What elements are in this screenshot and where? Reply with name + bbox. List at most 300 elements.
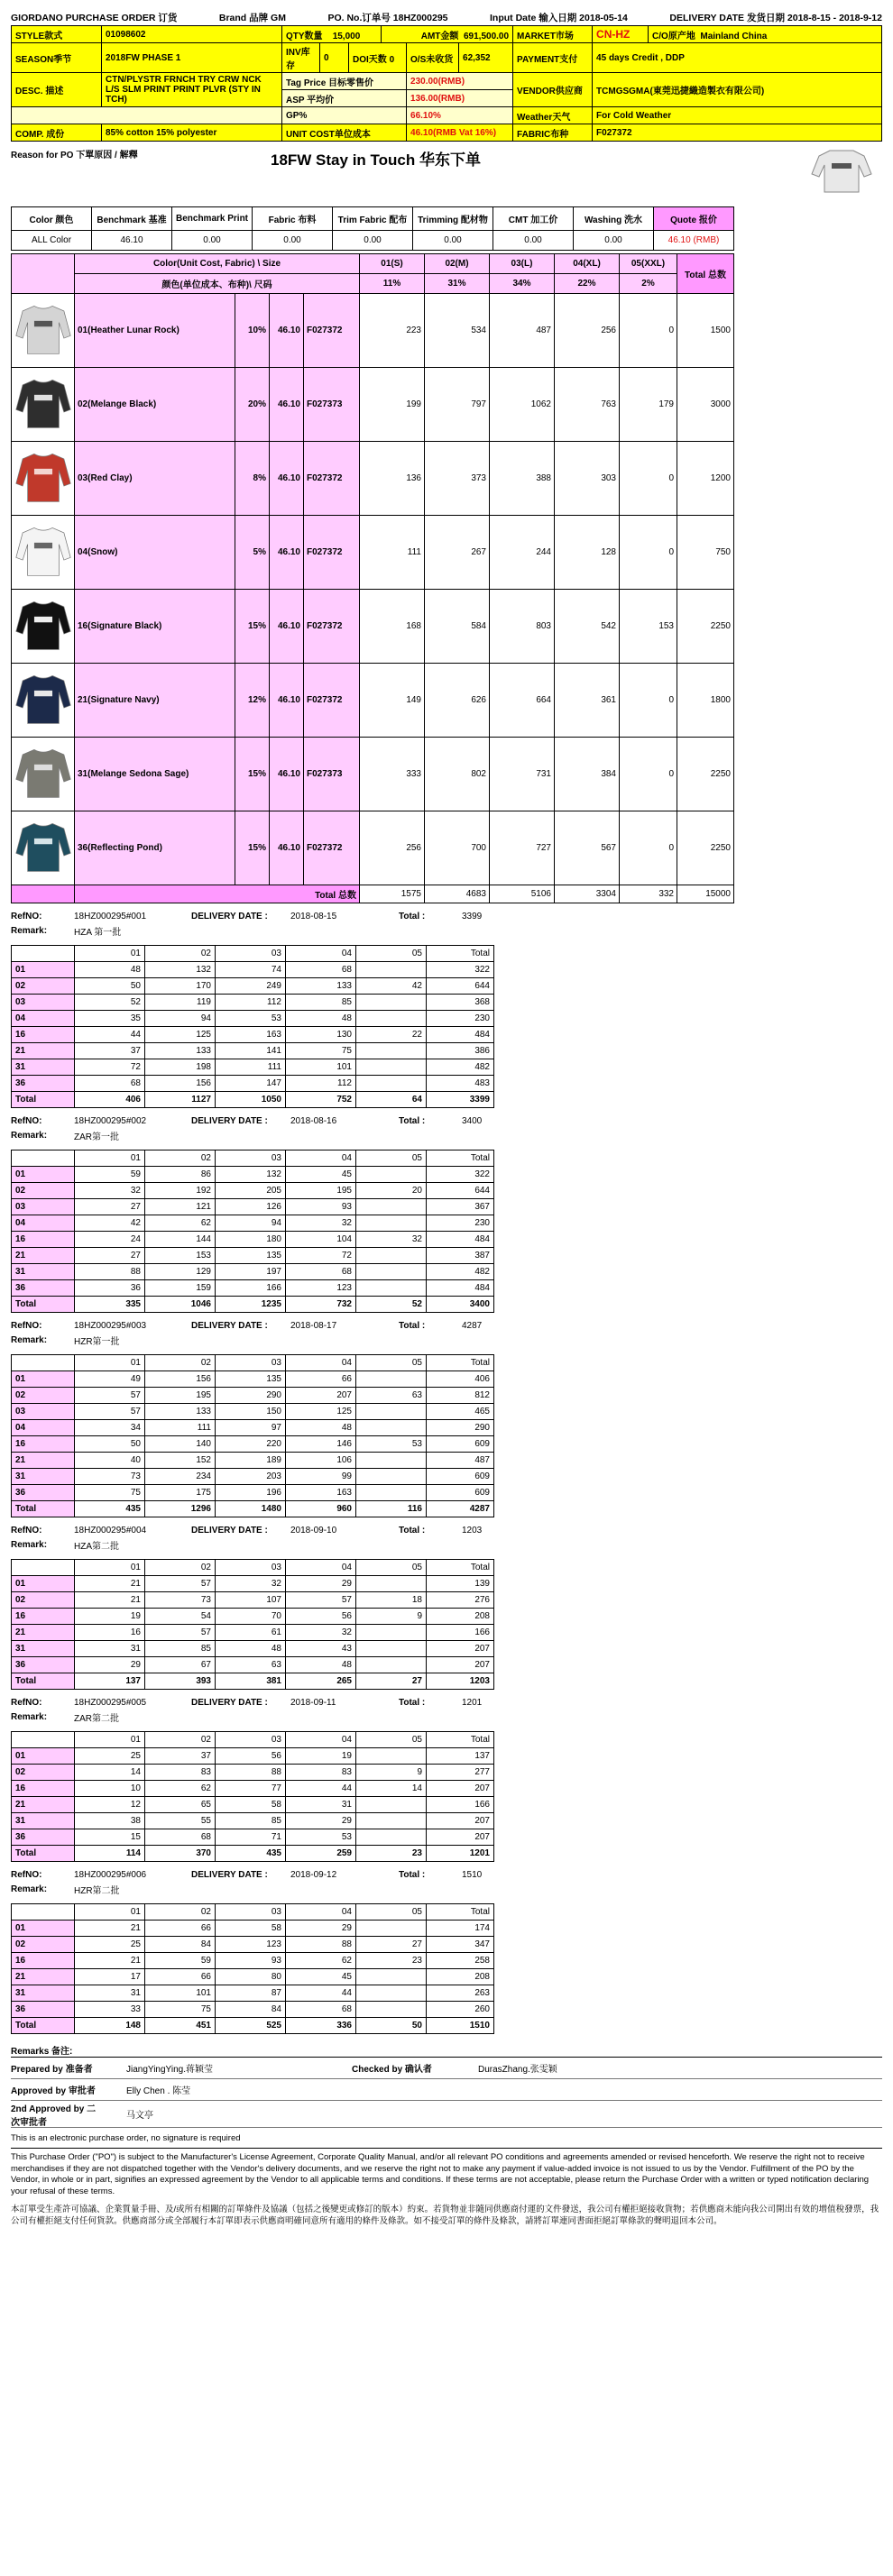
payment-label: PAYMENT支付 <box>513 43 593 73</box>
batch-qty: 207 <box>427 1641 494 1657</box>
signature-row <box>11 2079 882 2101</box>
batch-color: 31 <box>12 1059 75 1076</box>
sweater-thumbnail-image <box>14 450 72 504</box>
batch-qty: 73 <box>145 1592 216 1609</box>
batch-header: Total <box>427 946 494 962</box>
batch-qty: 112 <box>216 995 286 1011</box>
size-qty: 153 <box>620 590 677 664</box>
batch-qty: 18 <box>356 1592 427 1609</box>
batch-qty <box>356 1641 427 1657</box>
batch-qty: 166 <box>427 1797 494 1813</box>
batch-total-label: Total : <box>399 1115 426 1126</box>
ref-value: 18HZ000295#005 <box>74 1697 147 1708</box>
price-header: Color 颜色 <box>12 207 92 231</box>
batch-row <box>12 1076 494 1092</box>
ref-value: 18HZ000295#002 <box>74 1115 147 1126</box>
batch-row <box>12 1436 494 1453</box>
season-label: SEASON季节 <box>12 43 102 73</box>
size-qty: 534 <box>425 294 490 368</box>
remark-label: Remark: <box>11 1130 48 1141</box>
prepared-label: Prepared by 准备者 <box>11 2065 93 2075</box>
batch-qty: 812 <box>427 1388 494 1404</box>
size-pct: 11% <box>360 274 425 294</box>
batch-qty: 32 <box>286 1215 356 1232</box>
batch-qty: 22 <box>356 1027 427 1043</box>
batch-qty: 38 <box>75 1813 145 1829</box>
batch-qty: 58 <box>216 1921 286 1937</box>
batch-color: 16 <box>12 1436 75 1453</box>
size-qty: 727 <box>490 811 555 885</box>
batch-qty: 132 <box>216 1167 286 1183</box>
batch-row <box>12 962 494 978</box>
batch-total-cell: 732 <box>286 1297 356 1313</box>
batch-header <box>12 1904 75 1921</box>
size-qty: 542 <box>555 590 620 664</box>
row-total: 1800 <box>677 664 734 738</box>
size-qty: 0 <box>620 811 677 885</box>
batch-color: 04 <box>12 1420 75 1436</box>
batch-header: Total <box>427 1560 494 1576</box>
batch-qty: 57 <box>145 1576 216 1592</box>
batch-qty: 85 <box>145 1641 216 1657</box>
qty-cell: QTY数量 15,000 <box>282 26 382 43</box>
batch-qty: 34 <box>75 1420 145 1436</box>
style-value: 01098602 <box>102 26 282 43</box>
batch-qty <box>356 1453 427 1469</box>
batch-qty: 465 <box>427 1404 494 1420</box>
batch-qty: 192 <box>145 1183 216 1199</box>
size-qty: 373 <box>425 442 490 516</box>
batch-qty: 483 <box>427 1076 494 1092</box>
batch-qty: 207 <box>427 1813 494 1829</box>
size-qty: 303 <box>555 442 620 516</box>
remark-value: HZA第二批 <box>74 1541 119 1552</box>
batch-total-label: Total : <box>399 1697 426 1708</box>
batch-qty: 32 <box>286 1625 356 1641</box>
sweater-thumbnail-image <box>14 820 72 874</box>
batch-qty: 48 <box>286 1657 356 1673</box>
batch-qty: 163 <box>216 1027 286 1043</box>
batch-total-value: 3400 <box>462 1115 483 1126</box>
remark-row <box>11 1128 882 1142</box>
batch-total-cell: 960 <box>286 1501 356 1517</box>
batch-qty: 44 <box>75 1027 145 1043</box>
batch-qty: 166 <box>216 1280 286 1297</box>
batch-header: 04 <box>286 946 356 962</box>
batch-row <box>12 1625 494 1641</box>
batch-section <box>11 1318 882 1517</box>
batch-qty <box>356 1199 427 1215</box>
color-fabric: F027372 <box>304 442 360 516</box>
batch-color: 21 <box>12 1248 75 1264</box>
batch-total-value: 4287 <box>462 1320 483 1331</box>
batch-qty: 94 <box>145 1011 216 1027</box>
batch-qty: 140 <box>145 1436 216 1453</box>
color-fabric: F027373 <box>304 368 360 442</box>
batch-qty: 20 <box>356 1183 427 1199</box>
ref-label: RefNO: <box>11 1869 42 1880</box>
batch-qty: 126 <box>216 1199 286 1215</box>
batch-qty: 86 <box>145 1167 216 1183</box>
batch-qty: 48 <box>216 1641 286 1657</box>
remarks-label: Remarks 备注: <box>11 2043 882 2058</box>
batch-color: 31 <box>12 1641 75 1657</box>
color-row <box>12 738 734 811</box>
batch-total-cell: 27 <box>356 1673 427 1690</box>
batch-qty: 195 <box>145 1388 216 1404</box>
batch-total-label: Total : <box>399 1869 426 1880</box>
delivery-value: 2018-09-11 <box>290 1697 336 1708</box>
top-bar <box>11 9 882 25</box>
batch-qty: 49 <box>75 1371 145 1388</box>
batch-header: Total <box>427 1904 494 1921</box>
batch-qty: 9 <box>356 1609 427 1625</box>
color-row <box>12 811 734 885</box>
payment-value: 45 days Credit , DDP <box>593 43 882 73</box>
color-row <box>12 368 734 442</box>
batch-total-cell: 50 <box>356 2018 427 2034</box>
batch-qty: 106 <box>286 1453 356 1469</box>
batch-header: 02 <box>145 1904 216 1921</box>
color-cost: 46.10 <box>270 442 304 516</box>
batch-qty: 77 <box>216 1781 286 1797</box>
color-pct: 10% <box>235 294 270 368</box>
batch-qty: 44 <box>286 1781 356 1797</box>
batch-qty: 258 <box>427 1953 494 1969</box>
ref-label: RefNO: <box>11 1320 42 1331</box>
gp-spacer <box>12 107 282 124</box>
style-label: STYLE款式 <box>12 26 102 43</box>
batch-qty: 220 <box>216 1436 286 1453</box>
batch-qty <box>356 962 427 978</box>
color-cost: 46.10 <box>270 516 304 590</box>
batch-total-cell: 114 <box>75 1846 145 1862</box>
os-value: 62,352 <box>459 43 513 73</box>
batch-color: 01 <box>12 1576 75 1592</box>
batch-qty: 12 <box>75 1797 145 1813</box>
batch-qty: 125 <box>286 1404 356 1420</box>
batch-row <box>12 1371 494 1388</box>
batch-total-row <box>12 1846 494 1862</box>
price-cell: 0.00 <box>333 231 413 251</box>
size-qty: 584 <box>425 590 490 664</box>
price-cell: 0.00 <box>413 231 493 251</box>
batch-qty: 84 <box>145 1937 216 1953</box>
ref-label: RefNO: <box>11 911 42 921</box>
batch-total-cell: 435 <box>216 1846 286 1862</box>
batch-header: 02 <box>145 1732 216 1748</box>
batch-qty: 207 <box>427 1829 494 1846</box>
color-name: 16(Signature Black) <box>75 590 235 664</box>
batch-color: 03 <box>12 995 75 1011</box>
batch-row <box>12 1765 494 1781</box>
batch-qty: 27 <box>356 1937 427 1953</box>
batch-total-cell: 370 <box>145 1846 216 1862</box>
batch-qty: 249 <box>216 978 286 995</box>
size-qty: 0 <box>620 664 677 738</box>
batch-row <box>12 1969 494 1985</box>
batch-qty: 56 <box>216 1748 286 1765</box>
batch-qty: 121 <box>145 1199 216 1215</box>
batch-row <box>12 1813 494 1829</box>
batch-qty: 367 <box>427 1199 494 1215</box>
batch-qty: 387 <box>427 1248 494 1264</box>
batch-row <box>12 1248 494 1264</box>
batch-qty: 156 <box>145 1371 216 1388</box>
batch-qty: 57 <box>75 1388 145 1404</box>
batch-qty: 16 <box>75 1625 145 1641</box>
desc-label: DESC. 描述 <box>12 73 102 107</box>
batch-qty: 196 <box>216 1485 286 1501</box>
batch-row <box>12 1027 494 1043</box>
batch-qty: 55 <box>145 1813 216 1829</box>
batch-total-value: 1510 <box>462 1869 483 1880</box>
price-cell: ALL Color <box>12 231 92 251</box>
image-header <box>12 254 75 294</box>
approved2-value: 马文亭 <box>126 2111 153 2121</box>
approved-label: Approved by 审批者 <box>11 2086 96 2096</box>
size-qty: 256 <box>555 294 620 368</box>
remark-row <box>11 1882 882 1896</box>
row-total: 1200 <box>677 442 734 516</box>
batch-qty: 112 <box>286 1076 356 1092</box>
delivery-value: 2018-09-10 <box>290 1525 337 1536</box>
batch-qty: 21 <box>75 1592 145 1609</box>
batch-qty: 99 <box>286 1469 356 1485</box>
color-cost: 46.10 <box>270 590 304 664</box>
batch-qty: 487 <box>427 1453 494 1469</box>
batch-total-cell: 1050 <box>216 1092 286 1108</box>
batch-qty: 87 <box>216 1985 286 2002</box>
batch-row <box>12 995 494 1011</box>
po-title: GIORDANO PURCHASE ORDER 订货 <box>11 12 178 23</box>
batch-qty: 29 <box>75 1657 145 1673</box>
size-qty: 0 <box>620 294 677 368</box>
price-cell: 46.10 <box>92 231 172 251</box>
remark-label: Remark: <box>11 1711 48 1722</box>
batch-qty <box>356 995 427 1011</box>
batch-color: 21 <box>12 1043 75 1059</box>
signature-row <box>11 2058 882 2079</box>
batch-qty: 130 <box>286 1027 356 1043</box>
batch-qty: 84 <box>216 2002 286 2018</box>
row-total: 1500 <box>677 294 734 368</box>
batch-qty: 347 <box>427 1937 494 1953</box>
batch-color: 16 <box>12 1953 75 1969</box>
batch-header: 03 <box>216 1355 286 1371</box>
size-pct: 31% <box>425 274 490 294</box>
remark-row <box>11 1710 882 1724</box>
color-image-cell <box>12 516 75 590</box>
color-name: 03(Red Clay) <box>75 442 235 516</box>
gp-label: GP% <box>282 107 407 124</box>
batch-qty: 101 <box>145 1985 216 2002</box>
batch-qty: 94 <box>216 1215 286 1232</box>
batch-header: 05 <box>356 946 427 962</box>
batch-section <box>11 909 882 1108</box>
sweater-thumbnail-image <box>14 376 72 430</box>
batch-header: 03 <box>216 1732 286 1748</box>
color-name: 36(Reflecting Pond) <box>75 811 235 885</box>
batch-header: 05 <box>356 1560 427 1576</box>
inv-value: 0 <box>320 43 349 73</box>
batch-qty: 71 <box>216 1829 286 1846</box>
batch-qty: 33 <box>75 2002 145 2018</box>
batch-row <box>12 1167 494 1183</box>
batch-color: 01 <box>12 1167 75 1183</box>
batch-total-cell: 381 <box>216 1673 286 1690</box>
price-header: Trim Fabric 配布 <box>333 207 413 231</box>
batch-total-row <box>12 2018 494 2034</box>
batch-row <box>12 1388 494 1404</box>
total-header: Total 总数 <box>677 254 734 294</box>
color-size-header-cn: 颜色(单位成本、布种)\ 尺码 <box>75 274 360 294</box>
ref-value: 18HZ000295#003 <box>74 1320 147 1331</box>
batch-qty: 85 <box>286 995 356 1011</box>
total-label: Total 总数 <box>75 885 360 903</box>
batch-row <box>12 1215 494 1232</box>
color-row <box>12 516 734 590</box>
batch-qty: 52 <box>75 995 145 1011</box>
price-header: Washing 洗水 <box>574 207 654 231</box>
batch-header: 02 <box>145 1560 216 1576</box>
batch-header: 01 <box>75 1732 145 1748</box>
price-header: Trimming 配材物 <box>413 207 493 231</box>
batch-row <box>12 1011 494 1027</box>
signature-row <box>11 2101 882 2128</box>
batch-total-label: Total : <box>399 911 426 921</box>
batch-header-row <box>12 1150 494 1167</box>
batch-qty: 163 <box>286 1485 356 1501</box>
remark-value: HZA 第一批 <box>74 927 122 938</box>
batch-color: 02 <box>12 1388 75 1404</box>
batch-color: 36 <box>12 1280 75 1297</box>
batch-qty: 230 <box>427 1011 494 1027</box>
batch-header-row <box>12 1355 494 1371</box>
batch-header: 01 <box>75 1355 145 1371</box>
batch-qty: 207 <box>427 1781 494 1797</box>
price-cell: 0.00 <box>172 231 253 251</box>
batch-section <box>11 1695 882 1862</box>
delivery-label: DELIVERY DATE : <box>191 1115 268 1126</box>
batch-row <box>12 1453 494 1469</box>
batch-qty: 189 <box>216 1453 286 1469</box>
batch-qty: 482 <box>427 1264 494 1280</box>
batch-row <box>12 1043 494 1059</box>
ref-value: 18HZ000295#006 <box>74 1869 147 1880</box>
sweater-thumbnail-image <box>14 302 72 356</box>
size-qty: 361 <box>555 664 620 738</box>
color-image-cell <box>12 442 75 516</box>
batch-total-cell: 3399 <box>427 1092 494 1108</box>
batch-header: 04 <box>286 1904 356 1921</box>
batch-qty: 133 <box>286 978 356 995</box>
price-header: CMT 加工价 <box>493 207 574 231</box>
batch-qty: 83 <box>145 1765 216 1781</box>
color-cost: 46.10 <box>270 294 304 368</box>
batch-qty: 141 <box>216 1043 286 1059</box>
batch-qty: 133 <box>145 1043 216 1059</box>
size-qty: 0 <box>620 442 677 516</box>
batch-qty: 263 <box>427 1985 494 2002</box>
size-qty: 128 <box>555 516 620 590</box>
batch-qty: 170 <box>145 978 216 995</box>
batch-qty: 9 <box>356 1765 427 1781</box>
batch-header <box>12 1732 75 1748</box>
batch-table <box>11 1150 494 1313</box>
batch-qty: 68 <box>75 1076 145 1092</box>
batch-qty: 234 <box>145 1469 216 1485</box>
delivery-label: DELIVERY DATE : <box>191 1697 268 1708</box>
batch-total-label: Total <box>12 2018 75 2034</box>
price-cell: 46.10 (RMB) <box>654 231 734 251</box>
size-qty: 179 <box>620 368 677 442</box>
batch-qty: 144 <box>145 1232 216 1248</box>
batch-qty: 75 <box>75 1485 145 1501</box>
batch-total-cell: 451 <box>145 2018 216 2034</box>
batch-row <box>12 1485 494 1501</box>
batch-qty: 27 <box>75 1248 145 1264</box>
batch-header: Total <box>427 1732 494 1748</box>
batch-qty: 85 <box>216 1813 286 1829</box>
batch-color: 31 <box>12 1813 75 1829</box>
delivery-value: 2018-09-12 <box>290 1869 337 1880</box>
batch-total-cell: 435 <box>75 1501 145 1517</box>
batch-qty: 15 <box>75 1829 145 1846</box>
batch-qty: 42 <box>75 1215 145 1232</box>
size-pct: 34% <box>490 274 555 294</box>
batch-section <box>11 1114 882 1313</box>
batch-qty <box>356 1248 427 1264</box>
batch-color: 36 <box>12 2002 75 2018</box>
checked-label: Checked by 确认者 <box>352 2065 432 2075</box>
batch-qty: 75 <box>145 2002 216 2018</box>
size-qty: 388 <box>490 442 555 516</box>
batch-total-cell: 1201 <box>427 1846 494 1862</box>
weather-value: For Cold Weather <box>593 107 882 124</box>
batch-qty: 31 <box>75 1985 145 2002</box>
batch-qty: 207 <box>427 1657 494 1673</box>
batch-qty: 80 <box>216 1969 286 1985</box>
vendor-value: TCMGSGMA(東莞迅捷織造製衣有限公司) <box>593 73 882 107</box>
fabric-value: F027372 <box>593 124 882 142</box>
batch-qty: 123 <box>286 1280 356 1297</box>
batch-color: 16 <box>12 1027 75 1043</box>
batch-header: 04 <box>286 1732 356 1748</box>
color-cost: 46.10 <box>270 368 304 442</box>
po-number: PO. No.订单号 18HZ000295 <box>327 12 448 23</box>
row-total: 2250 <box>677 738 734 811</box>
batch-header: 04 <box>286 1355 356 1371</box>
batch-qty: 21 <box>75 1576 145 1592</box>
batch-total-label: Total : <box>399 1320 426 1331</box>
batch-color: 36 <box>12 1485 75 1501</box>
batch-qty: 48 <box>75 962 145 978</box>
batch-qty: 59 <box>145 1953 216 1969</box>
batch-qty <box>356 1469 427 1485</box>
batch-header: 01 <box>75 1904 145 1921</box>
batch-total-cell: 64 <box>356 1092 427 1108</box>
batch-qty: 57 <box>145 1625 216 1641</box>
batch-qty: 42 <box>356 978 427 995</box>
ref-label: RefNO: <box>11 1115 42 1126</box>
batch-qty: 50 <box>75 1436 145 1453</box>
size-qty: 802 <box>425 738 490 811</box>
batch-total-cell: 525 <box>216 2018 286 2034</box>
size-header: 02(M) <box>425 254 490 274</box>
size-qty: 0 <box>620 516 677 590</box>
approved-value: Elly Chen . 陈莹 <box>126 2086 191 2096</box>
